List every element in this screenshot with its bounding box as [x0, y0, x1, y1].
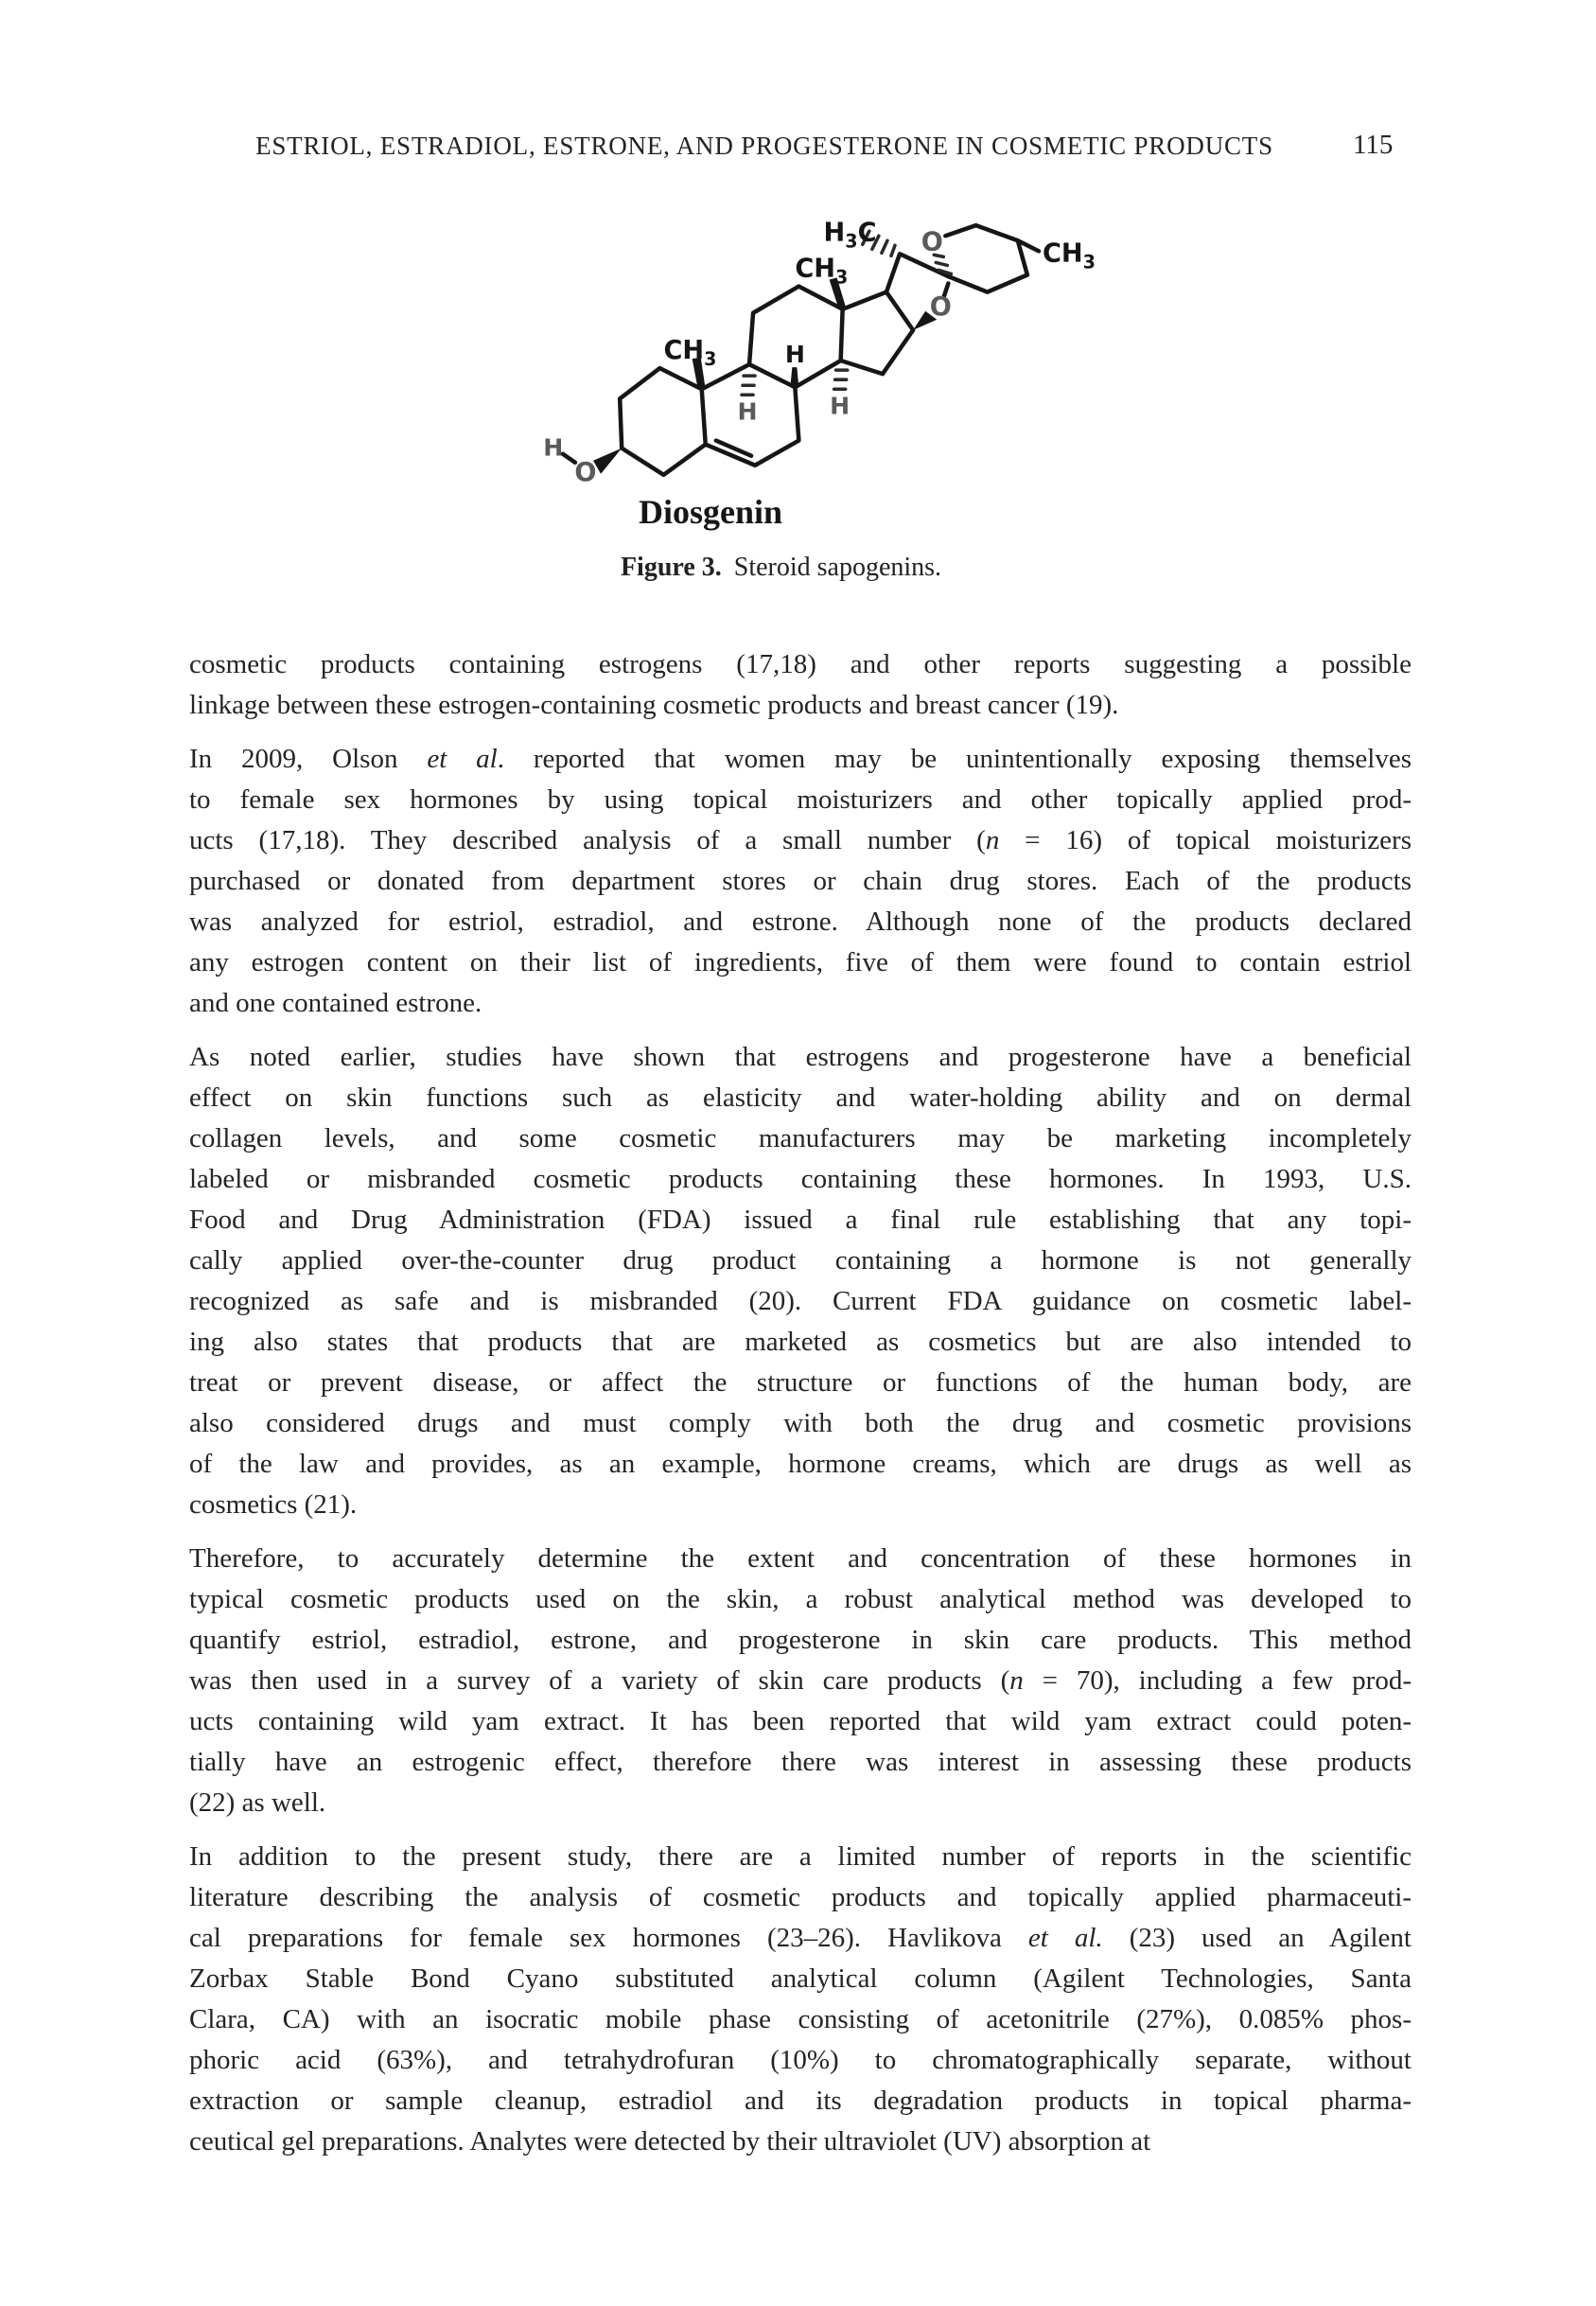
text-line: literature describing the analysis of cosmetic products and topically applied pharmaceuti- [189, 1882, 1412, 1912]
text-line: quantify estriol, estradiol, estrone, and progesterone in skin care products. This method [189, 1625, 1412, 1655]
figure-caption [0, 553, 1596, 583]
paragraph-3 [189, 1037, 1412, 1525]
text-line: cosmetic products containing estrogens (17,18) and other reports suggesting a possible [189, 649, 1412, 679]
diosgenin-structure-diagram [509, 199, 1129, 503]
text-line: (22) as well. [189, 1787, 326, 1818]
ring-d [841, 292, 913, 375]
text-line: and one contained estrone. [189, 988, 482, 1018]
ring-e [886, 254, 949, 291]
hydroxyl-o-label: O [574, 457, 597, 487]
text-line: recognized as safe and is misbranded (20). Current FDA guidance on cosmetic label- [189, 1286, 1412, 1316]
text-line: In addition to the present study, there are a limited number of reports in the scientific [189, 1841, 1412, 1872]
c25-methyl-label: $CH_3$ [1042, 238, 1096, 273]
c13-methyl-label: $CH_3$ [795, 254, 849, 289]
text-line: collagen levels, and some cosmetic manufacturers may be marketing incompletely [189, 1123, 1412, 1153]
text-line: linkage between these estrogen-containing cosmetic products and breast cancer (19). [189, 690, 1119, 720]
text-line: of the law and provides, as an example, hormone creams, which are drugs as well as [189, 1449, 1412, 1479]
text-line: cosmetics (21). [189, 1489, 358, 1520]
text-line: typical cosmetic products used on the skin, a robust analytical method was developed to [189, 1584, 1412, 1614]
text-line: In 2009, Olson et al. reported that women may be unintentionally exposing themselves [189, 744, 1412, 774]
text-line: ing also states that products that are marketed as cosmetics but are also intended to [189, 1327, 1412, 1357]
text-line: extraction or sample cleanup, estradiol and its degradation products in topical pharma- [189, 2086, 1412, 2116]
c14-h-label: H [830, 392, 851, 420]
text-line: to female sex hormones by using topical moisturizers and other topically applied prod- [189, 784, 1412, 815]
hydroxyl-h-label: H [543, 433, 564, 462]
paragraph-2 [189, 739, 1412, 1024]
running-head-title: ESTRIOL, ESTRADIOL, ESTRONE, AND PROGESTERONE IN COSMETIC PRODUCTS [255, 132, 1273, 160]
paragraph-5 [189, 1837, 1412, 2162]
hash-c9-h [742, 376, 755, 395]
furan-o-label: O [929, 291, 952, 322]
pyran-o-label: O [921, 227, 943, 257]
text-line: ceutical gel preparations. Analytes were detected by their ultraviolet (UV) absorption at [189, 2126, 1151, 2156]
text-line: ucts (17,18). They described analysis of a small number (n = 16) of topical moisturizers [189, 825, 1412, 855]
text-line: phoric acid (63%), and tetrahydrofuran (10%) to chromatographically separate, without [189, 2045, 1412, 2075]
figure-caption-label: Figure 3. [620, 553, 722, 582]
text-line: cal preparations for female sex hormones (23–26). Havlikova et al. (23) used an Agilent [189, 1923, 1412, 1953]
text-line: ucts containing wild yam extract. It has been reported that wild yam extract could poten- [189, 1706, 1412, 1736]
text-line: purchased or donated from department stores or chain drug stores. Each of the products [189, 866, 1412, 896]
c8-h-label: H [784, 341, 805, 369]
text-line: As noted earlier, studies have shown that estrogens and progesterone have a beneficial [189, 1042, 1412, 1072]
hash-c14-h [834, 370, 848, 389]
text-line: Food and Drug Administration (FDA) issued a final rule establishing that any topi- [189, 1205, 1412, 1235]
text-line: was then used in a survey of a variety of skin care products (n = 70), including a few prod- [189, 1665, 1412, 1696]
wedge-c3-o [593, 449, 622, 474]
wedge-c8-h [790, 367, 798, 387]
text-line: any estrogen content on their list of ingredients, five of them were found to contain estriol [189, 947, 1412, 977]
text-line: Clara, CA) with an isocratic mobile phase consisting of acetonitrile (27%), 0.085% phos- [189, 2004, 1412, 2034]
paragraph-1 [189, 644, 1412, 726]
double-bond [716, 441, 751, 456]
bond-h-o [563, 454, 575, 463]
text-line: Zorbax Stable Bond Cyano substituted analytical column (Agilent Technologies, Santa [189, 1963, 1412, 1994]
body-text [189, 644, 1412, 2175]
ring-f [945, 225, 1027, 291]
c10-methyl-label: $CH_3$ [663, 336, 717, 371]
text-line: effect on skin functions such as elasticity and water-holding ability and on dermal [189, 1083, 1412, 1113]
text-line: also considered drugs and must comply with both the drug and cosmetic provisions [189, 1408, 1412, 1438]
text-line: was analyzed for estriol, estradiol, and estrone. Although none of the products declared [189, 907, 1412, 937]
page-number: 115 [1353, 130, 1394, 160]
text-line: Therefore, to accurately determine the extent and concentration of these hormones in [189, 1543, 1412, 1574]
paragraph-4 [189, 1539, 1412, 1823]
figure-caption-text: Steroid sapogenins. [733, 553, 942, 582]
text-line: treat or prevent disease, or affect the structure or functions of the human body, are [189, 1367, 1412, 1398]
compound-label: Diosgenin [639, 493, 783, 531]
c9-h-label: H [737, 397, 758, 426]
text-line: cally applied over-the-counter drug product containing a hormone is not generally [189, 1245, 1412, 1276]
text-line: labeled or misbranded cosmetic products containing these hormones. In 1993, U.S. [189, 1164, 1412, 1194]
text-line: tially have an estrogenic effect, therefore there was interest in assessing these products [189, 1747, 1412, 1777]
c20-methyl-label: $H_3C$ [823, 218, 877, 253]
ring-a [620, 368, 706, 475]
